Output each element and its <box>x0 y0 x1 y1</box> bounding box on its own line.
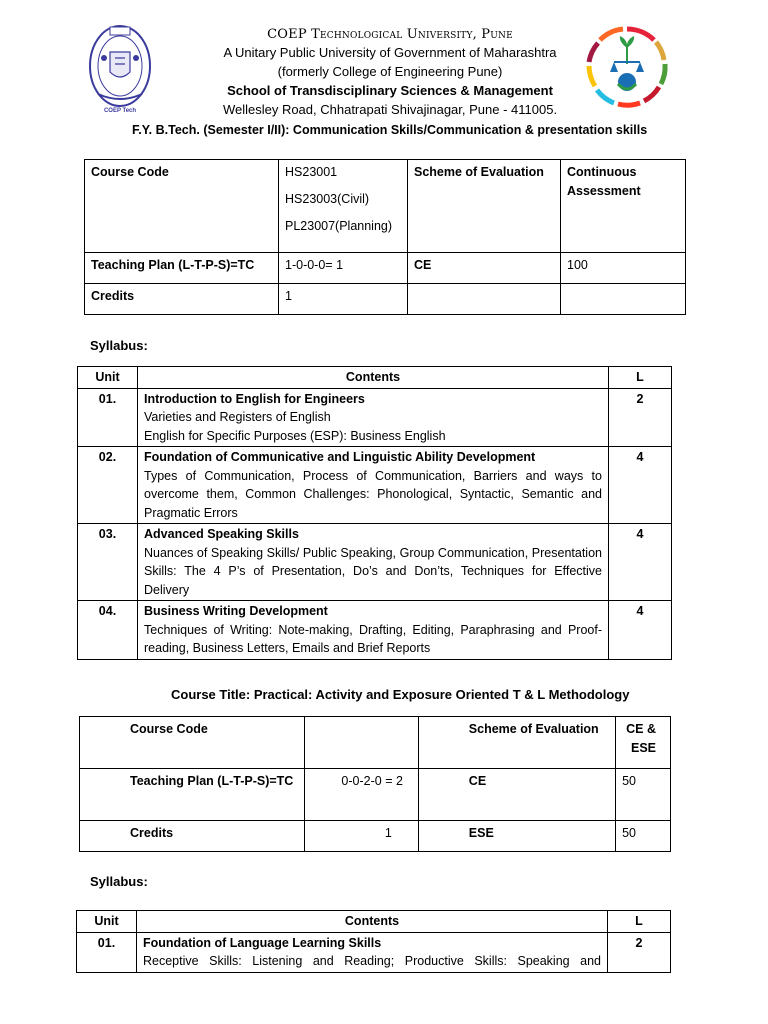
l-header: L <box>608 911 671 933</box>
syllabus-label: Syllabus: <box>90 874 148 889</box>
lecture-hours: 4 <box>609 601 672 660</box>
unit-title: Business Writing Development <box>144 604 328 618</box>
ce-ese-label: CE & ESE <box>616 717 671 769</box>
unit-number: 03. <box>78 524 138 601</box>
empty-cell <box>408 284 561 315</box>
syllabus-label: Syllabus: <box>90 338 148 353</box>
unit-contents <box>138 601 609 660</box>
table-row <box>78 447 672 524</box>
unit-line: English for Specific Purposes (ESP): Business English <box>144 428 446 443</box>
unit-line: Varieties and Registers of English <box>144 410 331 424</box>
code-1: HS23001 <box>285 165 338 179</box>
unit-body: Types of Communication, Process of Communication, Barriers and ways to overcome them, Common Challenges: Phonological, Syntactic, Semantic and Pragmatic Errors <box>144 468 602 520</box>
university-seal-logo <box>88 24 152 118</box>
marks-value: 100 <box>561 253 686 284</box>
unit-number: 04. <box>78 601 138 660</box>
eval-type: ESE <box>418 821 615 852</box>
table-row <box>78 601 672 660</box>
practical-course-title: Course Title: Practical: Activity and Exposure Oriented T & L Methodology <box>171 687 630 702</box>
course-info-table <box>84 159 686 315</box>
unit-contents <box>138 388 609 447</box>
code-3: PL23007(Planning) <box>285 219 393 233</box>
unit-number: 02. <box>78 447 138 524</box>
contents-header: Contents <box>138 367 609 389</box>
teaching-plan-label: Teaching Plan (L-T-P-S)=TC <box>85 253 279 284</box>
teaching-plan-label: Teaching Plan (L-T-P-S)=TC <box>80 769 305 821</box>
course-heading: F.Y. B.Tech. (Semester I/II): Communication Skills/Communication & presentation skills <box>132 123 648 137</box>
scheme-value: Continuous Assessment <box>561 160 686 253</box>
marks-value: 50 <box>616 821 671 852</box>
scheme-label: Scheme of Evaluation <box>408 160 561 253</box>
lecture-hours: 4 <box>609 524 672 601</box>
credits-value: 1 <box>279 284 408 315</box>
unit-body: Receptive Skills: Listening and Reading; Productive Skills: Speaking and <box>143 954 601 968</box>
university-name: COEP Technological University, Pune <box>267 27 513 42</box>
address: Wellesley Road, Chhatrapati Shivajinagar, Pune - 411005. <box>222 102 558 117</box>
unit-body: Nuances of Speaking Skills/ Public Speaking, Group Communication, Presentation Skills: The 4 P’s of Presentation, Do’s and Don’ts, Techniques for Effective Delivery <box>144 545 602 597</box>
credits-label: Credits <box>80 821 305 852</box>
code-2: HS23003(Civil) <box>285 192 370 206</box>
eval-type: CE <box>418 769 615 821</box>
empty-cell <box>561 284 686 315</box>
unit-title: Introduction to English for Engineers <box>144 391 365 406</box>
school-name: School of Transdisciplinary Sciences & Management <box>227 83 553 98</box>
course-code-label: Course Code <box>80 717 305 769</box>
unit-title: Foundation of Language Learning Skills <box>143 935 382 950</box>
unit-header: Unit <box>78 367 138 389</box>
unit-number: 01. <box>77 932 137 972</box>
credits-label: Credits <box>85 284 279 315</box>
empty-cell <box>304 717 418 769</box>
unit-contents <box>138 524 609 601</box>
contents-header: Contents <box>137 911 608 933</box>
unit-title: Foundation of Communicative and Linguistic Ability Development <box>144 450 536 464</box>
course-codes <box>279 160 408 253</box>
former-name: (formerly College of Engineering Pune) <box>277 64 503 79</box>
syllabus-table <box>76 910 671 973</box>
table-row <box>78 388 672 447</box>
teaching-plan-value: 1-0-0-0= 1 <box>279 253 408 284</box>
table-row <box>78 524 672 601</box>
marks-value: 50 <box>616 769 671 821</box>
unit-contents <box>137 932 608 972</box>
practical-info-table <box>79 716 671 852</box>
l-header: L <box>609 367 672 389</box>
course-code-label: Course Code <box>85 160 279 253</box>
unit-body: Techniques of Writing: Note-making, Drafting, Editing, Paraphrasing and Proof-reading, Business Letters, Emails and Brief Reports <box>144 622 602 655</box>
eval-type: CE <box>408 253 561 284</box>
unit-number: 01. <box>78 388 138 447</box>
lecture-hours: 4 <box>609 447 672 524</box>
unit-contents <box>138 447 609 524</box>
unit-title: Advanced Speaking Skills <box>144 527 299 541</box>
syllabus-table <box>77 366 672 660</box>
teaching-plan-value: 0-0-2-0 = 2 <box>304 769 418 821</box>
university-status: A Unitary Public University of Government of Maharashtra <box>223 45 557 60</box>
seal-caption: COEP Tech <box>103 108 137 114</box>
credits-value: 1 <box>304 821 418 852</box>
lecture-hours: 2 <box>609 388 672 447</box>
table-row <box>77 932 671 972</box>
scheme-label: Scheme of Evaluation <box>418 717 615 769</box>
lecture-hours: 2 <box>608 932 671 972</box>
unit-header: Unit <box>77 911 137 933</box>
